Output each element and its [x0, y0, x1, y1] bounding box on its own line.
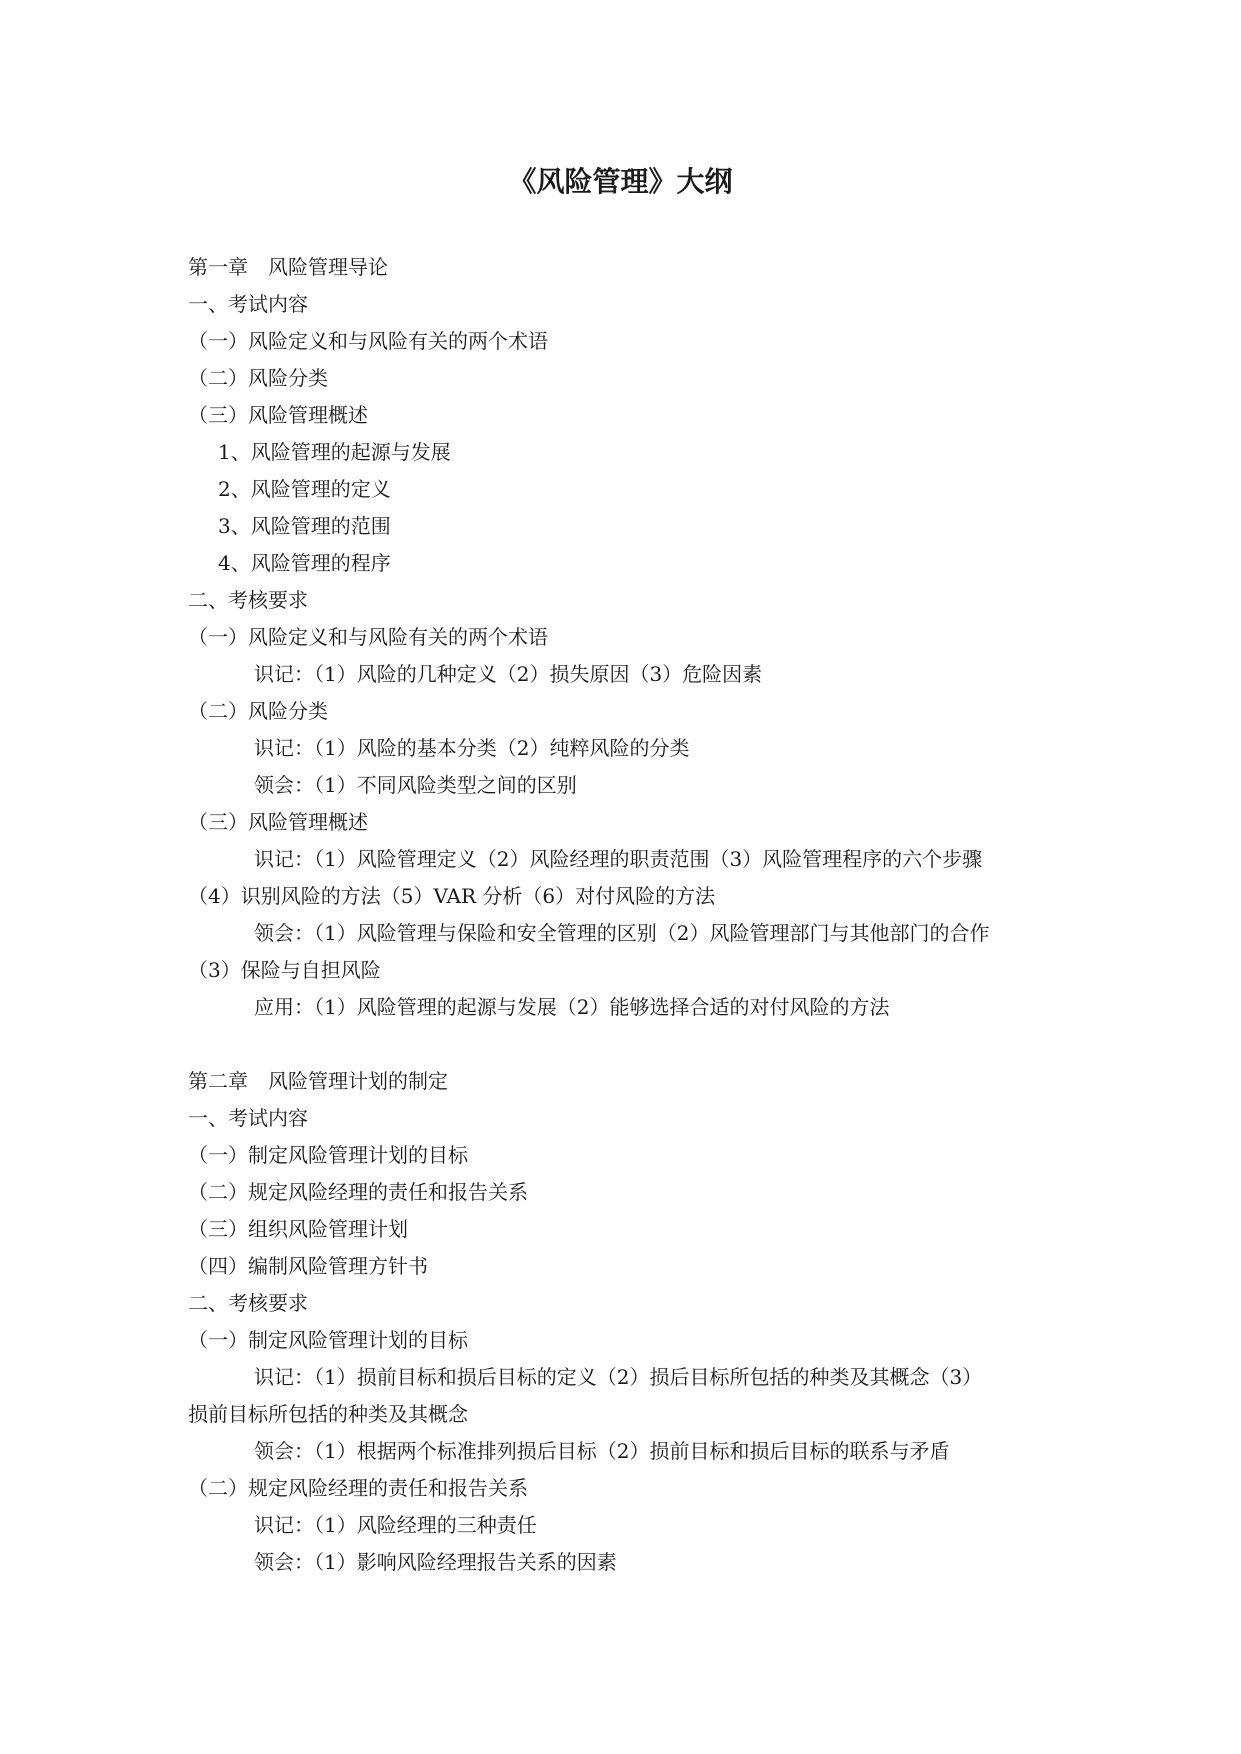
subsection-heading: （三）风险管理概述 — [188, 810, 368, 834]
list-item: 3、风险管理的范围 — [218, 514, 391, 538]
chapter-heading: 第二章 风险管理计划的制定 — [188, 1069, 448, 1093]
requirement-line: 领会：（1）根据两个标准排列损后目标（2）损前目标和损后目标的联系与矛盾 — [254, 1439, 950, 1463]
requirement-line: 领会：（1）风险管理与保险和安全管理的区别（2）风险管理部门与其他部门的合作 — [254, 921, 990, 945]
requirement-line: 应用：（1）风险管理的起源与发展（2）能够选择合适的对付风险的方法 — [254, 995, 890, 1019]
list-item: 2、风险管理的定义 — [218, 477, 391, 501]
subsection-heading: （二）规定风险经理的责任和报告关系 — [188, 1180, 528, 1204]
list-item: 1、风险管理的起源与发展 — [218, 440, 451, 464]
requirement-line: 领会：（1）影响风险经理报告关系的因素 — [254, 1550, 617, 1574]
requirement-continuation: （3）保险与自担风险 — [188, 958, 381, 982]
requirement-continuation: （4）识别风险的方法（5）VAR 分析（6）对付风险的方法 — [188, 884, 716, 908]
subsection-heading: （一）风险定义和与风险有关的两个术语 — [188, 625, 548, 649]
requirement-line: 识记：（1）风险经理的三种责任 — [254, 1513, 537, 1537]
subsection-heading: （三）风险管理概述 — [188, 403, 368, 427]
subsection-heading: （一）制定风险管理计划的目标 — [188, 1328, 468, 1352]
list-item: 4、风险管理的程序 — [218, 551, 391, 575]
subsection-heading: （三）组织风险管理计划 — [188, 1217, 408, 1241]
requirement-line: 识记：（1）损前目标和损后目标的定义（2）损后目标所包括的种类及其概念（3） — [254, 1365, 983, 1389]
document-title: 《风险管理》大纲 — [508, 165, 733, 198]
subsection-heading: （四）编制风险管理方针书 — [188, 1254, 428, 1278]
subsection-heading: （二）规定风险经理的责任和报告关系 — [188, 1476, 528, 1500]
chapter-heading: 第一章 风险管理导论 — [188, 255, 388, 279]
section-heading: 二、考核要求 — [188, 1291, 308, 1315]
requirement-line: 识记：（1）风险管理定义（2）风险经理的职责范围（3）风险管理程序的六个步骤 — [254, 847, 983, 871]
requirement-continuation: 损前目标所包括的种类及其概念 — [188, 1402, 468, 1426]
section-heading: 一、考试内容 — [188, 1106, 308, 1130]
requirement-line: 识记：（1）风险的基本分类（2）纯粹风险的分类 — [254, 736, 690, 760]
subsection-heading: （二）风险分类 — [188, 366, 328, 390]
section-heading: 二、考核要求 — [188, 588, 308, 612]
requirement-line: 领会：（1）不同风险类型之间的区别 — [254, 773, 577, 797]
section-heading: 一、考试内容 — [188, 292, 308, 316]
subsection-heading: （二）风险分类 — [188, 699, 328, 723]
subsection-heading: （一）制定风险管理计划的目标 — [188, 1143, 468, 1167]
subsection-heading: （一）风险定义和与风险有关的两个术语 — [188, 329, 548, 353]
requirement-line: 识记：（1）风险的几种定义（2）损失原因（3）危险因素 — [254, 662, 763, 686]
